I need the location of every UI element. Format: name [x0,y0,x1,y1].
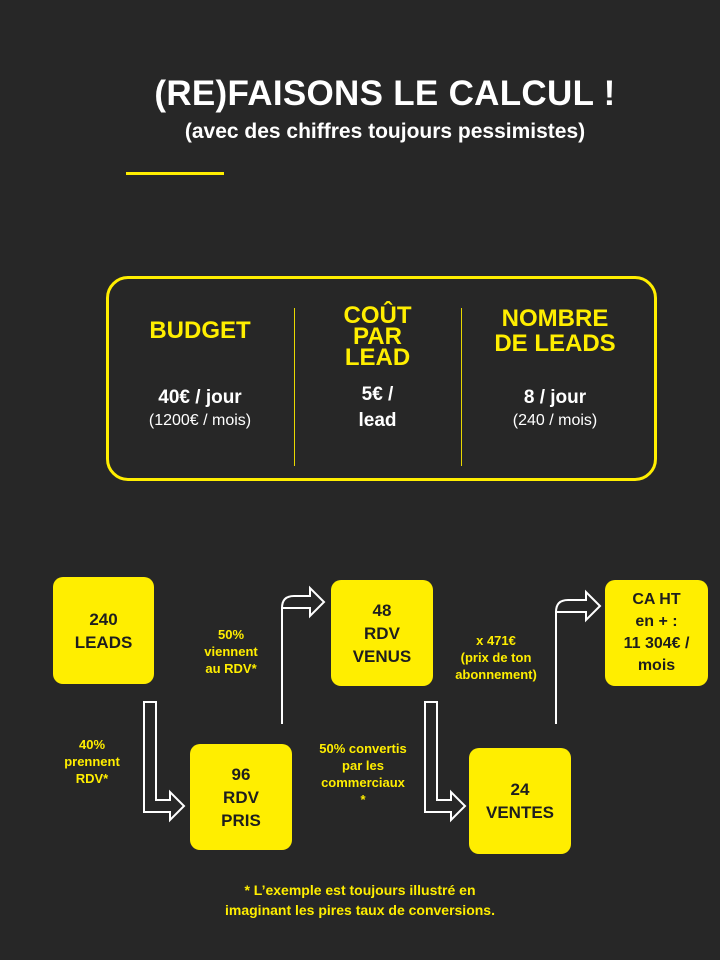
page-title: (RE)FAISONS LE CALCUL ! [154,74,616,113]
lead-count-heading: NOMBRE DE LEADS [494,305,616,357]
node-rdv-pris [190,744,292,850]
footnote: * L’exemple est toujours illustré en imaginant les pires taux de conversions. [225,882,495,918]
budget-daily: 40€ / jour [158,387,242,408]
node-ventes-text: 24 VENTES [485,780,555,822]
node-leads [53,577,154,684]
label-convertis: 50% convertis par les commerciaux * [319,741,407,807]
node-rdv-venus-text: 48 RDV VENUS [352,600,412,666]
page-subtitle: (avec des chiffres toujours pessimistes) [184,120,586,143]
label-viennent-rdv: 50% viennent au RDV* [204,627,258,676]
lead-count-daily: 8 / jour [523,387,587,408]
arrow-ventes-to-ca-ht [556,592,600,724]
node-rdv-venus [331,580,433,686]
label-prix-abonnement: x 471€ (prix de ton abonnement) [455,633,537,682]
node-ventes [469,748,571,854]
cost-per-lead-heading: COÛT PAR LEAD [343,302,412,371]
budget-monthly: (1200€ / mois) [148,412,252,429]
node-ca-ht [605,580,708,686]
node-rdv-pris-text: 96 RDV PRIS [221,764,261,830]
cost-per-lead-value: 5€ / lead [358,384,397,431]
node-ca-ht-text: CA HT en + : 11 304€ / mois [623,591,690,674]
arrow-rdv-venus-to-ventes [425,702,465,820]
arrow-leads-to-rdv-pris [144,702,184,820]
node-leads-text: 240 LEADS [74,609,133,652]
label-prennent-rdv: 40% prennent RDV* [64,737,120,786]
arrow-rdv-pris-to-rdv-venus [282,588,324,724]
lead-count-monthly: (240 / mois) [512,412,598,429]
budget-heading: BUDGET [149,317,251,344]
